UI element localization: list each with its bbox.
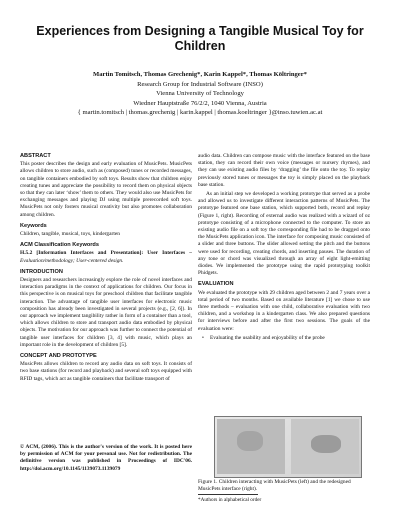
copyright-notice: © ACM, (2006). This is the author's version of the work. It is posted here by permission of ACM for your personal use. Not for redistribution. The definitive version was published in Proceedings of IDC'06. http://doi.acm.org/10.1145/1139073.1139079 xyxy=(20,444,192,472)
keywords-heading: Keywords xyxy=(20,222,47,229)
concept-heading: CONCEPT AND PROTOTYPE xyxy=(20,353,97,360)
abstract-text: This poster describes the design and early evaluation of MusicPets. MusicPets allows children to store audio, such as (composed) tunes or recorded messages, on tangible containers embodied by soft toys. Results show that children enjoy creating tunes and appreciate the possibility to record them on physical objects so that they can later ‘show’ them to others. They would also use MusicPets for exchanging messages and playing DJ using multiple prerecorded soft toys. MusicPets not only fosters musical creativity but also promotes collaboration among children. xyxy=(20,161,192,218)
evaluation-heading: EVALUATION xyxy=(198,281,234,288)
introduction-heading: INTRODUCTION xyxy=(20,268,63,275)
left-column xyxy=(20,153,192,385)
figure-1-image xyxy=(214,416,362,478)
author-emails: { martin.tomitsch | thomas.grechenig | karin.kappel | thomas.koeltringer }@inso.tuwien.ac.at xyxy=(77,109,323,117)
keywords-text: Children, tangible, musical, toys, kindergarten xyxy=(20,231,120,238)
figure-soft-toy-shape xyxy=(237,431,263,451)
author-block xyxy=(20,70,380,118)
affiliation-university: Vienna University of Technology xyxy=(156,90,244,98)
acm-terms: Evaluation/methodology; User-centered design. xyxy=(20,257,124,264)
evaluation-goal-item: • Evaluating the usability and enjoyability of the probe xyxy=(198,335,370,342)
right-column xyxy=(198,153,370,344)
acm-code: H.5.2 [Information Interfaces and Presentation]: User Interfaces – xyxy=(20,250,192,257)
acm-classification xyxy=(20,250,192,264)
introduction-text: Designers and researchers increasingly explore the role of novel interfaces and interaction paradigms in the context of applications for children. Our focus in this perspective is on musical toys for preschool children that facilitate tangible interaction. The advantage of tangible user interfaces for electronic music composition has already been investigated in several projects (e.g., [2, 6]). In our approach we implement tangibility rather in form of a container than a tool, which allows children to store and transport audio data embodied by physical objects. The motivation for our approach was further to connect the potential of tangible user interfaces for children [3, 4] with music, which plays an important role in the development of children [5]. xyxy=(20,277,192,348)
paper-title: Experiences from Designing a Tangible Musical Toy for Children xyxy=(36,24,364,53)
evaluation-text: We evaluated the prototype with 29 children aged between 2 and 7 years over a total period of two months. Based on available literature [1] we chose to use three methods – evaluation with one child, collaborative evaluation with two children, and a workshop in a kindergarten class. We also prepared questions for interviews before and after the first two sessions. The goals of the evaluation were: xyxy=(198,289,370,332)
affiliation-address: Wiedner Hauptstraße 76/2/2, 1040 Vienna, Austria xyxy=(133,99,267,107)
affiliation-group: Research Group for Industrial Software (INSO) xyxy=(137,80,263,88)
prototype-text: As an initial step we developed a working prototype that served as a probe and allowed us to investigate different interaction patterns of MusicPets. The prototype featured one base station, which supported both, record and replay (Figure 1, right). Recording of external audio was realized with a wizard of oz prototype consisting of a microphone connected to the computer. To store an existing audio file on a soft toy the corresponding file had to be dragged onto the MusicPets application icon. The interface for composing music consisted of a slider and three buttons. The slider allowed setting the pitch and the buttons were used for recording, creating chords, and inserting pauses. The duration of any tone or chord was visualized through an array of eight light-emitting diodes. We implemented the prototype using the rapid prototyping toolkit Phidgets. xyxy=(198,191,370,277)
figure-interface-shape xyxy=(311,435,341,453)
abstract-heading: ABSTRACT xyxy=(20,153,51,159)
concept-text: MusicPets allows children to record any audio data on soft toys. It consists of two base stations (for record and playback) and several soft toys equipped with RFID tags, which act as tangible containers that facilitate transport of xyxy=(20,361,192,382)
footnote-text: *Authors in alphabetical order xyxy=(198,497,262,503)
footnote-divider xyxy=(198,494,258,495)
concept-continued-text: audio data. Children can compose music with the interface featured on the base station, they can record their own voice (messages or nursery rhymes), and they can use existing audio files by ‘dragging’ the file onto the toy. To replay previously stored tunes or messages the toy is simply placed on the playback base station. xyxy=(198,153,370,188)
acm-heading: ACM Classification Keywords xyxy=(20,242,99,249)
figure-caption: Figure 1. Children interacting with MusicPets (left) and the redesigned MusicPets interface (right). xyxy=(198,479,351,493)
author-names: Martin Tomitsch, Thomas Grechenig*, Karin Kappel*, Thomas Költringer* xyxy=(93,71,307,78)
